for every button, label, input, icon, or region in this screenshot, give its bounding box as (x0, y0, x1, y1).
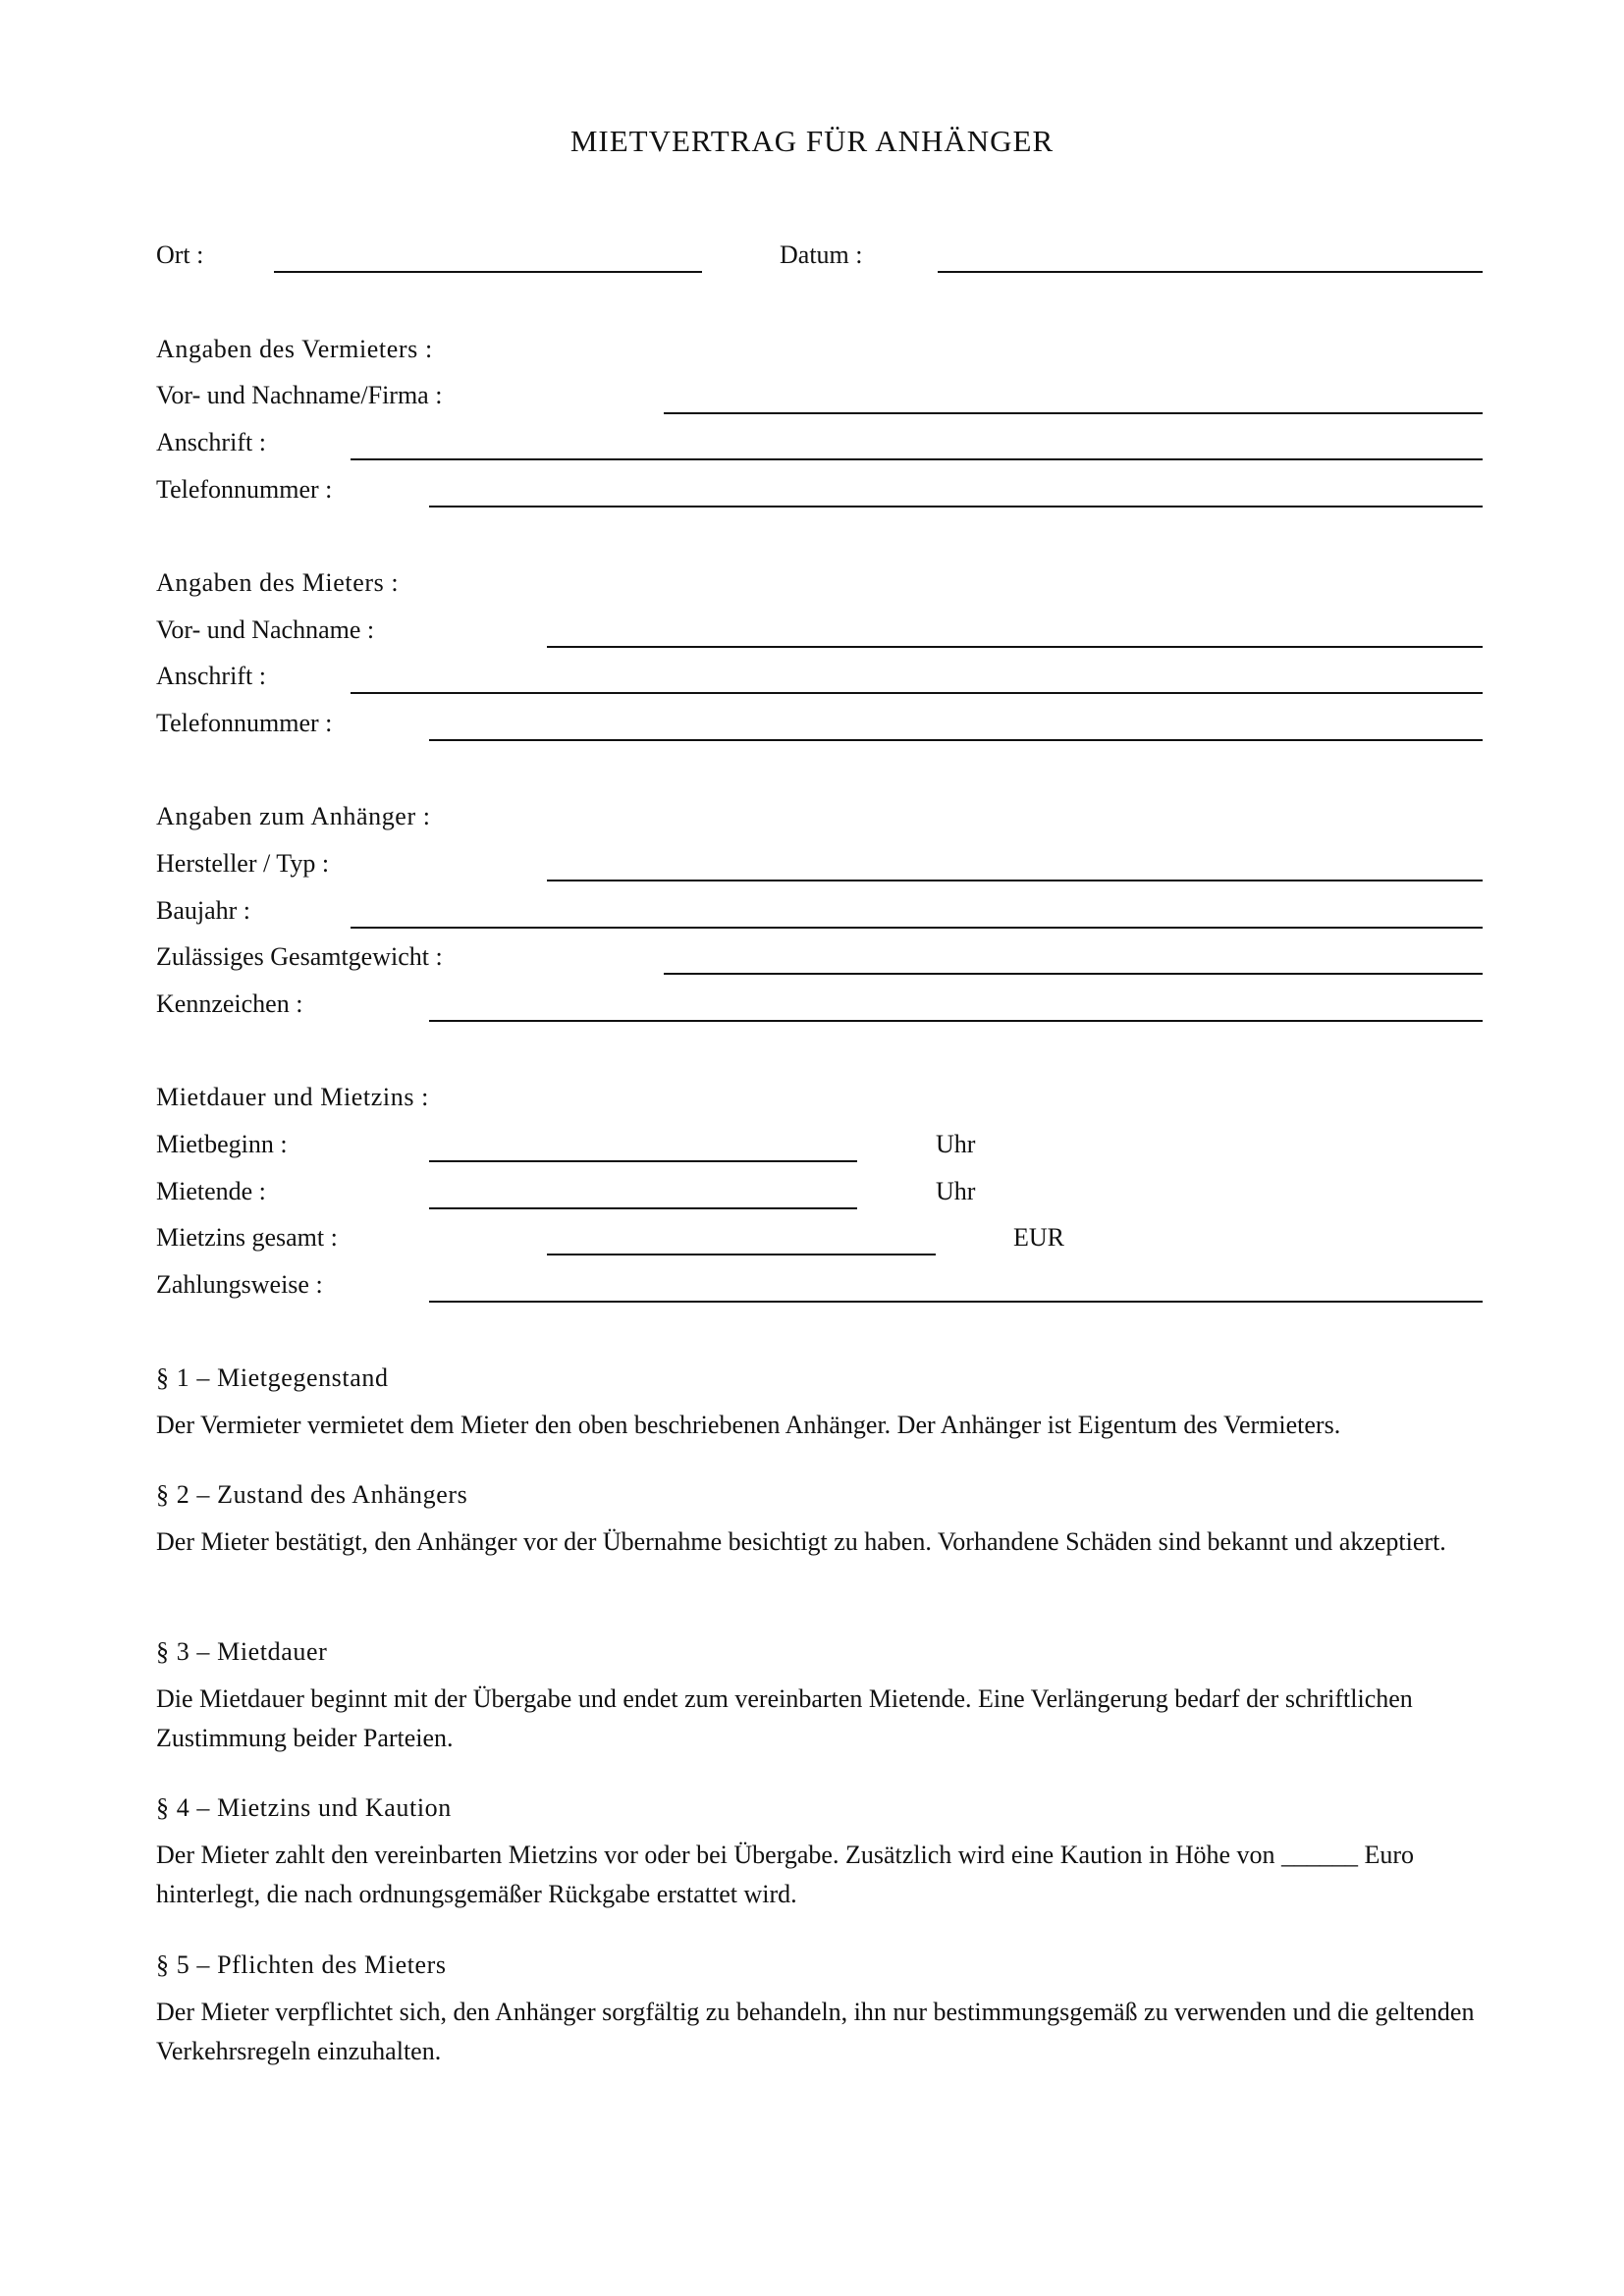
mietzins-label: Mietzins gesamt : (156, 1223, 338, 1252)
mietbeginn-field[interactable] (429, 1160, 857, 1162)
vermieter-anschrift-label: Anschrift : (156, 428, 266, 456)
kennzeichen-field[interactable] (429, 1020, 1483, 1022)
mieter-anschrift-field[interactable] (351, 692, 1483, 694)
section-1-heading: § 1 – Mietgegenstand (156, 1363, 389, 1392)
vermieter-name-field[interactable] (664, 412, 1483, 414)
anhaenger-heading: Angaben zum Anhänger : (156, 802, 431, 830)
vermieter-anschrift-field[interactable] (351, 458, 1483, 460)
hersteller-label: Hersteller / Typ : (156, 849, 330, 878)
zahlungsweise-field[interactable] (429, 1301, 1483, 1303)
mieter-heading: Angaben des Mieters : (156, 568, 400, 597)
mietbeginn-unit: Uhr (936, 1130, 976, 1158)
vermieter-telefon-label: Telefonnummer : (156, 475, 333, 504)
baujahr-label: Baujahr : (156, 896, 251, 925)
section-3-heading: § 3 – Mietdauer (156, 1637, 328, 1666)
gewicht-field[interactable] (664, 973, 1483, 975)
section-4-text: Der Mieter zahlt den vereinbarten Mietzins vor oder bei Übergabe. Zusätzlich wird eine Kaution in Höhe von ______ Euro hinterlegt, die nach ordnungsgemäßer Rückgabe erstattet wird. (156, 1841, 1415, 1908)
mieter-telefon-field[interactable] (429, 739, 1483, 741)
mietende-label: Mietende : (156, 1177, 266, 1205)
datum-field[interactable] (938, 271, 1483, 273)
datum-label: Datum : (780, 240, 863, 269)
baujahr-field[interactable] (351, 927, 1483, 929)
miete-heading: Mietdauer und Mietzins : (156, 1083, 429, 1111)
mietende-field[interactable] (429, 1207, 857, 1209)
section-2-heading: § 2 – Zustand des Anhängers (156, 1480, 468, 1509)
hersteller-field[interactable] (547, 880, 1483, 881)
section-1-text: Der Vermieter vermietet dem Mieter den oben beschriebenen Anhänger. Der Anhänger ist Eigentum des Vermieters. (156, 1411, 1341, 1439)
mieter-anschrift-label: Anschrift : (156, 662, 266, 690)
mietzins-field[interactable] (547, 1254, 936, 1255)
mietende-unit: Uhr (936, 1177, 976, 1205)
section-5-text: Der Mieter verpflichtet sich, den Anhänger sorgfältig zu behandeln, ihn nur bestimmungsgemäß zu verwenden und die geltenden Verkehrsregeln einzuhalten. (156, 1998, 1475, 2065)
vermieter-telefon-field[interactable] (429, 506, 1483, 507)
document-title: MIETVERTRAG FÜR ANHÄNGER (569, 124, 1055, 158)
mieter-telefon-label: Telefonnummer : (156, 709, 333, 737)
mieter-name-field[interactable] (547, 646, 1483, 648)
kennzeichen-label: Kennzeichen : (156, 989, 303, 1018)
mietbeginn-label: Mietbeginn : (156, 1130, 288, 1158)
zahlungsweise-label: Zahlungsweise : (156, 1270, 323, 1299)
section-5-heading: § 5 – Pflichten des Mieters (156, 1950, 447, 1979)
mietzins-unit: EUR (1013, 1223, 1064, 1252)
vermieter-heading: Angaben des Vermieters : (156, 335, 433, 363)
section-2-text: Der Mieter bestätigt, den Anhänger vor der Übernahme besichtigt zu haben. Vorhandene Schäden sind bekannt und akzeptiert. (156, 1527, 1446, 1556)
mieter-name-label: Vor- und Nachname : (156, 615, 375, 644)
gewicht-label: Zulässiges Gesamtgewicht : (156, 942, 443, 971)
section-4-heading: § 4 – Mietzins und Kaution (156, 1793, 452, 1822)
section-3-text: Die Mietdauer beginnt mit der Übergabe und endet zum vereinbarten Mietende. Eine Verlängerung bedarf der schriftlichen Zustimmung beider Parteien. (156, 1684, 1413, 1752)
ort-field[interactable] (274, 271, 702, 273)
ort-label: Ort : (156, 240, 204, 269)
vermieter-name-label: Vor- und Nachname/Firma : (156, 381, 443, 409)
